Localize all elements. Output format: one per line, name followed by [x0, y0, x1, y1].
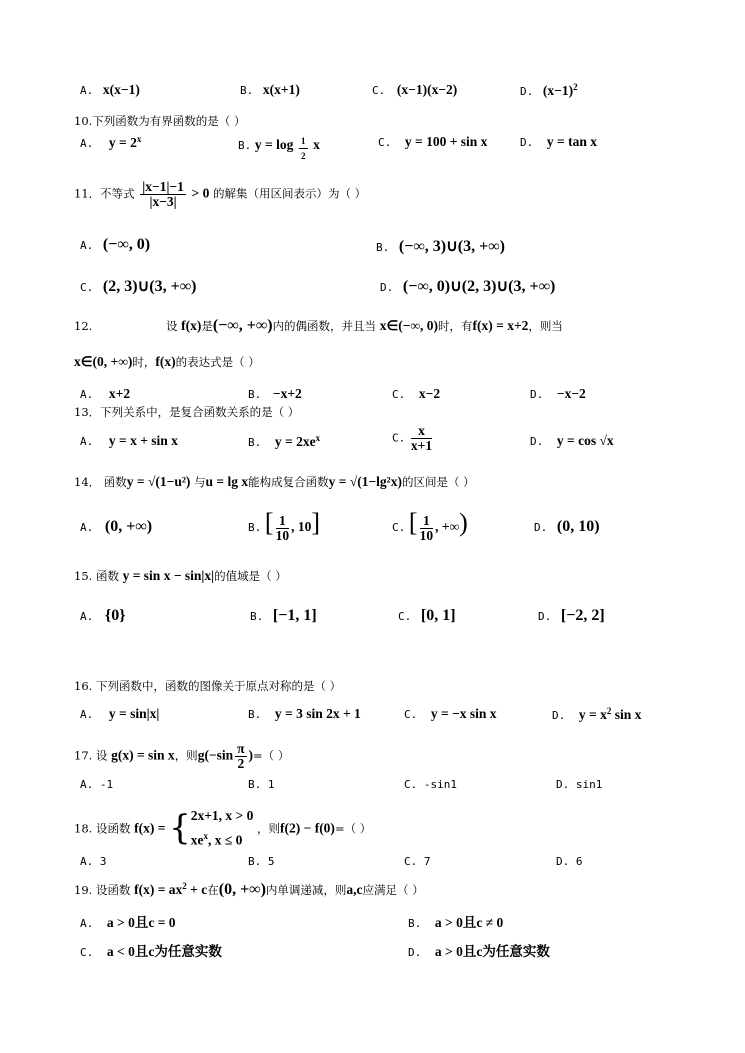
q19-a-wrap: [80, 911, 176, 931]
q12-b: B.: [248, 388, 262, 401]
q14-b-num: 1: [276, 514, 290, 529]
q9-options: [80, 82, 140, 98]
q14-m3: y = √(1−lg²x): [328, 474, 402, 489]
q12-t5: ，则当: [528, 319, 563, 333]
q14-stem: [74, 474, 475, 490]
q15-b-wrap: [250, 607, 317, 625]
q10-a: A.: [80, 136, 94, 150]
q11-b-wrap: [376, 236, 505, 256]
q18-case2-tail: , x ≤ 0: [207, 832, 243, 848]
q9-b: B.: [240, 84, 254, 97]
q16-d-exp: 2: [606, 706, 612, 716]
q17-d: D. sin1: [556, 778, 603, 791]
q14-d-wrap: [534, 518, 600, 536]
q15-b-math: [−1, 1]: [272, 607, 317, 624]
q13-c-wrap: [392, 424, 434, 453]
q12-d-wrap: [530, 386, 586, 402]
q18-c: C. 7: [404, 855, 431, 868]
q13-b-wrap: [248, 433, 320, 450]
q11-c-wrap: [80, 276, 196, 296]
q12-m3: x∈(−∞, 0): [379, 318, 439, 333]
q12-m1: f(x): [181, 318, 202, 333]
q13-c-num: x: [411, 424, 432, 439]
q14-c-wrap: C. [ $\frac{1}{10}$ , +∞): [392, 508, 468, 543]
q10-a-math: y = 2: [108, 134, 137, 150]
q19-t3: 应满足（ ）: [362, 883, 424, 897]
q19-m1: f(x) = ax: [134, 882, 183, 897]
q18-m2: f(2) − f(0): [280, 820, 335, 836]
q14-c-num: 1: [420, 514, 434, 529]
q15-stem: [74, 568, 287, 584]
q14-d: D.: [534, 521, 548, 534]
q12-t7: 的表达式是（ ）: [175, 355, 260, 369]
q14-b: B.: [248, 521, 262, 534]
q15-d-math: [−2, 2]: [560, 607, 605, 624]
q9-a: A.: [80, 84, 94, 97]
q11-b: B.: [376, 241, 390, 254]
q15-num: 15. 函数: [74, 569, 119, 583]
q19-exp: 2: [182, 881, 187, 892]
q12-t6: 时，: [132, 355, 156, 369]
q10-d-math: y = tan x: [546, 134, 597, 149]
q17-tail: =（ ）: [253, 748, 290, 763]
q12-t4: 时，有: [438, 319, 473, 333]
q10-b: B.: [238, 139, 252, 152]
q17-pi: π: [237, 741, 245, 756]
q16-d-wrap: [552, 706, 641, 723]
q11-d: D.: [380, 281, 394, 294]
q17-stem: [74, 742, 289, 771]
q18-b: B. 5: [248, 855, 275, 868]
q10-d: D.: [520, 136, 534, 149]
q18-d: D. 6: [556, 855, 583, 868]
q9-c-wrap: [372, 82, 457, 98]
q10-a-exp: x: [136, 134, 142, 144]
q16-a: A.: [80, 708, 94, 721]
q14-c: C.: [392, 521, 406, 534]
q12-a: A.: [80, 388, 94, 401]
q19-a: A.: [80, 917, 94, 930]
q11-b-math: (−∞, 3)∪(3, +∞): [398, 238, 505, 255]
q14-b-wrap: B. [ $\frac{1}{10}$ , 10]: [248, 508, 320, 543]
q12-c: C.: [392, 388, 406, 401]
q14-t3: 能构成复合函数: [248, 475, 329, 489]
q11-a-math: (−∞, 0): [102, 236, 151, 253]
q18-case1: 2x+1, x > 0: [190, 808, 254, 823]
q13-b-exp: x: [315, 433, 321, 443]
q16-b-wrap: [248, 706, 361, 722]
q15-b: B.: [250, 610, 264, 623]
q15-m: y = sin x − sin|x|: [122, 568, 215, 583]
q18-a: A. 3: [80, 855, 107, 868]
q11-c-math: (2, 3)∪(3, +∞): [102, 278, 197, 295]
q11-a: A.: [80, 239, 94, 252]
q15-c-math: [0, 1]: [420, 607, 456, 624]
q19-stem: [74, 881, 424, 899]
q11-num: 11．不等式: [74, 186, 135, 201]
q13-stem: 13．下列关系中，是复合函数关系的是（ ）: [74, 405, 300, 419]
q17-m2: g(−sin: [197, 747, 234, 763]
q13-c-den: x+1: [410, 438, 433, 453]
q19-d-math: a > 0且c为任意实数: [434, 944, 550, 959]
q19-m1b: + c: [186, 882, 208, 897]
q14-b-den: 10: [275, 527, 290, 543]
q17-two: 2: [237, 756, 245, 771]
q9-d-math: (x−1): [542, 82, 574, 98]
q10-c-math: y = 100 + sin x: [404, 134, 488, 149]
q10-b-base: [299, 134, 308, 163]
q15-d: D.: [538, 610, 552, 623]
q17-c: C. -sin1: [404, 778, 457, 791]
q19-d: D.: [408, 946, 422, 959]
q9-c: C.: [372, 84, 386, 97]
q11-tail: 的解集（用区间表示）为（ ）: [213, 186, 367, 201]
q15-c-wrap: [398, 607, 456, 625]
q12-d: D.: [530, 388, 544, 401]
q9-d-exp: 2: [573, 82, 578, 92]
q17-m1: g(x) = sin x: [111, 747, 175, 763]
q14-c-frac: [420, 514, 434, 543]
q12-line2: [74, 354, 260, 370]
q12-t2: 是: [201, 319, 213, 333]
q14-t1: 函数: [103, 475, 127, 489]
q12-m6: f(x): [155, 354, 176, 369]
q14-c-tail: , +∞: [435, 519, 460, 534]
q10-b-wrap: [238, 134, 320, 163]
q9-c-math: (x−1)(x−2): [396, 82, 458, 97]
q17-frac: [235, 742, 246, 771]
q14-m2: u = lg x: [205, 474, 249, 489]
q19-t2: 内单调递减，则: [265, 883, 347, 897]
q11-frac-num: |x−1|−1: [142, 179, 184, 194]
q12-t1: 设: [165, 319, 178, 333]
q14-t2: 与: [194, 475, 206, 489]
q14-a: A.: [80, 521, 94, 534]
q11-frac: [140, 180, 186, 209]
q16-c-wrap: [404, 706, 497, 722]
q14-m1: y = √(1−u²): [126, 474, 191, 489]
q16-d-math: y = x: [578, 706, 607, 722]
q10-stem: 10.下列函数为有界函数的是（ ）: [74, 114, 246, 128]
q11-c: C.: [80, 281, 94, 294]
q9-b-wrap: [240, 82, 300, 98]
q18-m: f(x) =: [134, 820, 166, 836]
q19-a-math: a > 0且c = 0: [106, 915, 176, 930]
q18-cases: [191, 806, 254, 851]
q16-a-math: y = sin|x|: [108, 706, 160, 721]
q14-b-frac: [276, 514, 290, 543]
q13-a-wrap: [80, 433, 178, 449]
q18-tail: =（ ）: [334, 821, 372, 836]
q16-d: D.: [552, 708, 566, 722]
q12-b-wrap: [248, 386, 302, 402]
q18-num: 18. 设函数: [74, 821, 131, 836]
q9-b-math: x(x+1): [262, 82, 300, 97]
q18-case2-exp: x: [203, 831, 208, 841]
q12-m2: (−∞, +∞): [212, 317, 273, 334]
q12-m4: f(x) = x+2: [472, 318, 529, 333]
q15-c: C.: [398, 610, 412, 623]
q12-b-math: −x+2: [272, 386, 302, 401]
q10-c-wrap: [378, 134, 487, 150]
q15-a-math: {0}: [104, 607, 126, 624]
q10-b-base-num: 1: [299, 134, 308, 149]
q11-a-wrap: [80, 236, 150, 254]
q14-c-den: 10: [419, 527, 434, 543]
q19-m2: (0, +∞): [218, 881, 266, 898]
q13-d: D.: [530, 435, 544, 448]
q10-a-wrap: [80, 134, 141, 151]
q13-b: B.: [248, 435, 262, 449]
q19-num: 19. 设函数: [74, 883, 131, 897]
q19-c-wrap: [80, 940, 222, 960]
q11-stem: [74, 180, 366, 209]
q10-b-arg: x: [313, 137, 320, 152]
q17-b: B. 1: [248, 778, 275, 791]
q14-b-tail: , 10: [291, 519, 312, 534]
q14-num: 14．: [74, 475, 101, 489]
q12-c-math: x−2: [418, 386, 441, 401]
q10-b-math: y = log: [254, 137, 294, 152]
q16-b: B.: [248, 708, 262, 721]
q16-d-tail: sin x: [611, 706, 642, 722]
q12-num: 12.: [74, 319, 93, 333]
q19-d-wrap: [408, 940, 550, 960]
q18-case2: xe: [190, 832, 204, 848]
q14-d-math: (0, 10): [556, 518, 600, 535]
q12-m5: x∈(0, +∞): [74, 354, 133, 369]
q18-t1: ，则: [257, 821, 281, 836]
q12-c-wrap: [392, 386, 440, 402]
q12-line1: [74, 317, 563, 335]
q17-a: A. -1: [80, 778, 114, 791]
q16-stem: 16. 下列函数中，函数的图像关于原点对称的是（ ）: [74, 679, 342, 693]
q16-b-math: y = 3 sin 2x + 1: [274, 706, 361, 721]
q12-d-math: −x−2: [556, 386, 586, 401]
q13-c: C.: [392, 431, 406, 445]
q16-a-wrap: [80, 706, 159, 722]
q11-rel: > 0: [191, 185, 210, 201]
q13-a: A.: [80, 435, 94, 448]
q9-d: D.: [520, 84, 534, 98]
q14-a-math: (0, +∞): [104, 518, 153, 535]
q19-b-math: a > 0且c ≠ 0: [434, 915, 504, 930]
q14-t4: 的区间是（ ）: [401, 475, 475, 489]
q18-stem: 18. 设函数 f(x) = { 2x+1, x > 0 $xe^x$, x ≤ 0 ，则f(2) − f(0)=（ ）: [74, 806, 371, 851]
q15-a-wrap: [80, 607, 126, 625]
q13-c-frac: [411, 424, 432, 453]
q17-m3: ): [248, 747, 254, 763]
q13-d-math: y = cos √x: [556, 433, 614, 448]
q19-t1: 在: [207, 883, 219, 897]
q16-c: C.: [404, 708, 418, 721]
q19-b: B.: [408, 917, 422, 930]
q19-m3: a,c: [346, 882, 363, 897]
q12-a-math: x+2: [108, 386, 131, 401]
q13-d-wrap: [530, 433, 614, 449]
q15-d-wrap: [538, 607, 605, 625]
q17-t1: ，则: [174, 748, 198, 763]
q16-c-math: y = −x sin x: [430, 706, 497, 721]
q19-c-math: a < 0且c为任意实数: [106, 944, 222, 959]
q11-frac-den: |x−3|: [149, 194, 177, 209]
q15-tail: 的值域是（ ）: [214, 569, 287, 583]
q17-num: 17. 设: [74, 748, 108, 763]
q10-c: C.: [378, 136, 392, 149]
q11-d-math: (−∞, 0)∪(2, 3)∪(3, +∞): [402, 278, 556, 295]
q19-b-wrap: [408, 911, 503, 931]
q14-a-wrap: [80, 518, 152, 536]
q11-d-wrap: [380, 276, 555, 296]
q10-d-wrap: [520, 134, 597, 150]
q9-a-math: x(x−1): [102, 82, 140, 97]
q12-a-wrap: [80, 386, 130, 402]
q9-d-wrap: [520, 82, 578, 99]
q10-b-base-den: 2: [301, 151, 306, 161]
q13-b-math: y = 2xe: [274, 433, 316, 449]
q12-t3: 内的偶函数，并且当: [272, 319, 377, 333]
q15-a: A.: [80, 610, 94, 623]
q19-c: C.: [80, 946, 94, 959]
q13-a-math: y = x + sin x: [108, 433, 178, 448]
